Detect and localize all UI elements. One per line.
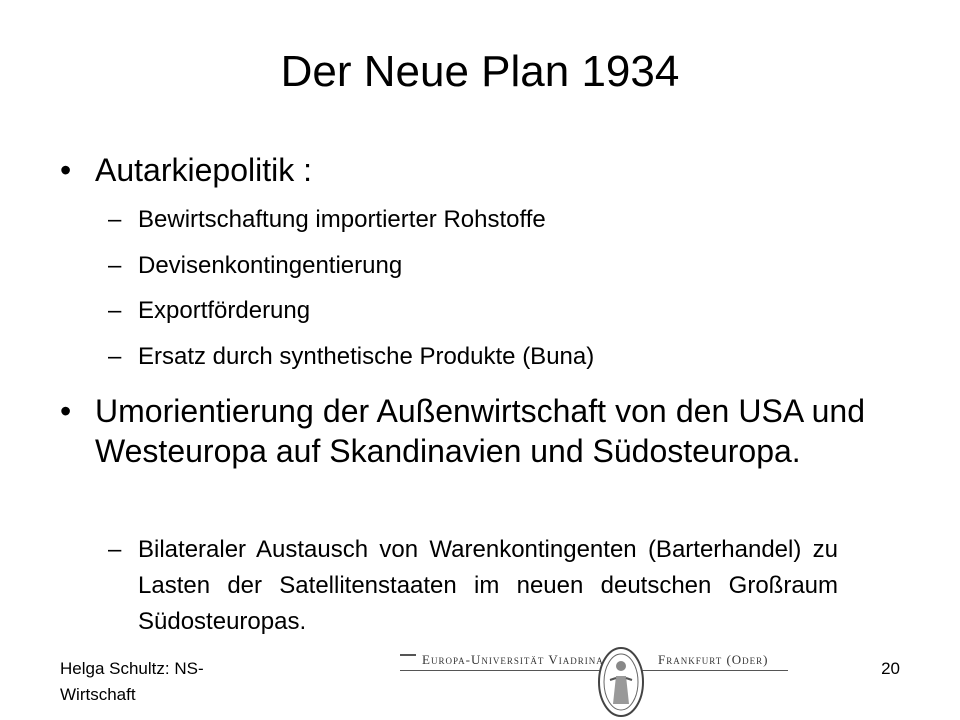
- sub-bullet-text: Ersatz durch synthetische Produkte (Buna): [138, 343, 595, 370]
- logo-right-text: Frankfurt (Oder): [658, 652, 769, 667]
- sub-bullet-text: Exportförderung: [138, 297, 311, 324]
- dash-glyph: –: [108, 343, 122, 370]
- dash-glyph: –: [108, 297, 122, 324]
- logo-rule: [400, 670, 788, 671]
- bullet-text: Umorientierung der Außenwirtschaft von den USA und Westeuropa auf Skandinavien und Südosteuropa.: [95, 393, 865, 469]
- footer-author: Helga Schultz: NS-Wirtschaft: [60, 659, 204, 704]
- seal-icon: [596, 644, 646, 720]
- sub-bullet-text: Bilateraler Austausch von Warenkontingenten (Barterhandel) zu Lasten der Satellitenstaaten im neuen deutschen Großraum Südosteuropas.: [138, 536, 838, 635]
- bullet-glyph: •: [60, 393, 72, 429]
- dash-glyph: –: [108, 536, 122, 563]
- logo-rule: [400, 654, 416, 656]
- dash-glyph: –: [108, 206, 122, 233]
- sub-bullet-text: Devisenkontingentierung: [138, 252, 403, 279]
- bullet-text: Autarkiepolitik :: [95, 152, 312, 188]
- dash-glyph: –: [108, 252, 122, 279]
- slide-title: Der Neue Plan 1934: [280, 47, 680, 96]
- sub-bullet-text: Bewirtschaftung importierter Rohstoffe: [138, 206, 546, 233]
- bullet-glyph: •: [60, 152, 72, 188]
- page-number: 20: [881, 659, 900, 678]
- university-logo: [400, 644, 788, 720]
- logo-left-text: Europa-Universität Viadrina: [422, 652, 604, 667]
